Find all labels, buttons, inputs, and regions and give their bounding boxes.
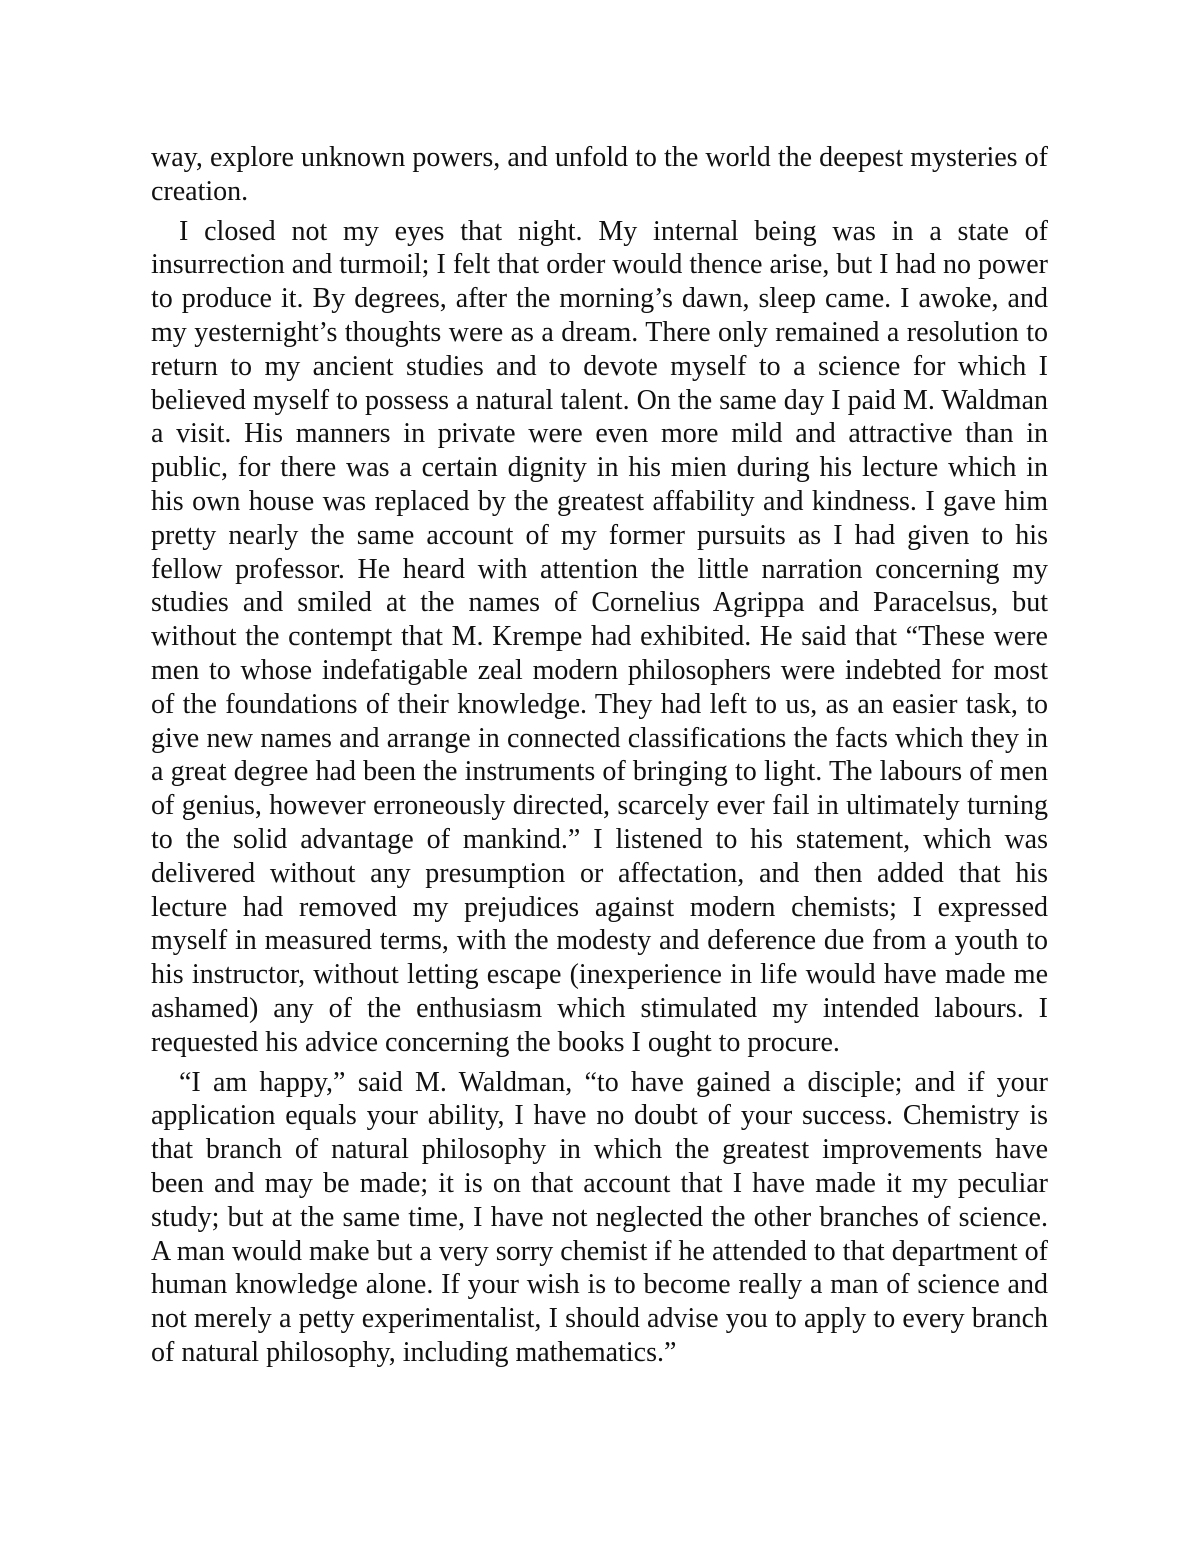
paragraph-continuation: way, explore unknown powers, and unfold to the world the deepest mysteries of creation. <box>151 142 1048 207</box>
paragraph-waldman-advice: “I am happy,” said M. Waldman, “to have gained a disciple; and if your application equals your ability, I have no doubt of your success. Chemistry is that branch of natural philosophy in which the greatest improvements have been and may be made; it is on that account that I have made it my peculiar study; but at the same time, I have not neglected the other branches of science. A man would make but a very sorry chemist if he attended to that department of human knowledge alone. If your wish is to become really a man of science and not merely a petty experimentalist, I should advise you to apply to every branch of natural philosophy, including mathematics.” <box>151 1066 1048 1368</box>
document-page <box>151 141 1048 1370</box>
paragraph-waldman-visit: I closed not my eyes that night. My internal being was in a state of insurrection and turmoil; I felt that order would thence arise, but I had no power to produce it. By degrees, after the morning’s dawn, sleep came. I awoke, and my yesternight’s thoughts were as a dream. There only remained a resolution to return to my ancient studies and to devote myself to a science for which I believed myself to possess a natural talent. On the same day I paid M. Waldman a visit. His manners in private were even more mild and attractive than in public, for there was a certain dignity in his mien during his lecture which in his own house was replaced by the greatest affability and kindness. I gave him pretty nearly the same account of my former pursuits as I had given to his fellow professor. He heard with attention the little narration concerning my studies and smiled at the names of Cornelius Agrippa and Paracelsus, but without the contempt that M. Krempe had exhibited. He said that “These were men to whose indefatigable zeal modern philosophers were indebted for most of the foundations of their knowledge. They had left to us, as an easier task, to give new names and arrange in connected classifications the facts which they in a great degree had been the instruments of bringing to light. The labours of men of genius, however erroneously directed, scarcely ever fail in ultimately turning to the solid advantage of mankind.” I listened to his statement, which was delivered without any presumption or affectation, and then added that his lecture had removed my prejudices against modern chemists; I expressed myself in measured terms, with the modesty and deference due from a youth to his instructor, without letting escape (inexperience in life would have made me ashamed) any of the enthusiasm which stimulated my intended labours. I requested his advice concerning the books I ought to procure. <box>151 215 1048 1058</box>
